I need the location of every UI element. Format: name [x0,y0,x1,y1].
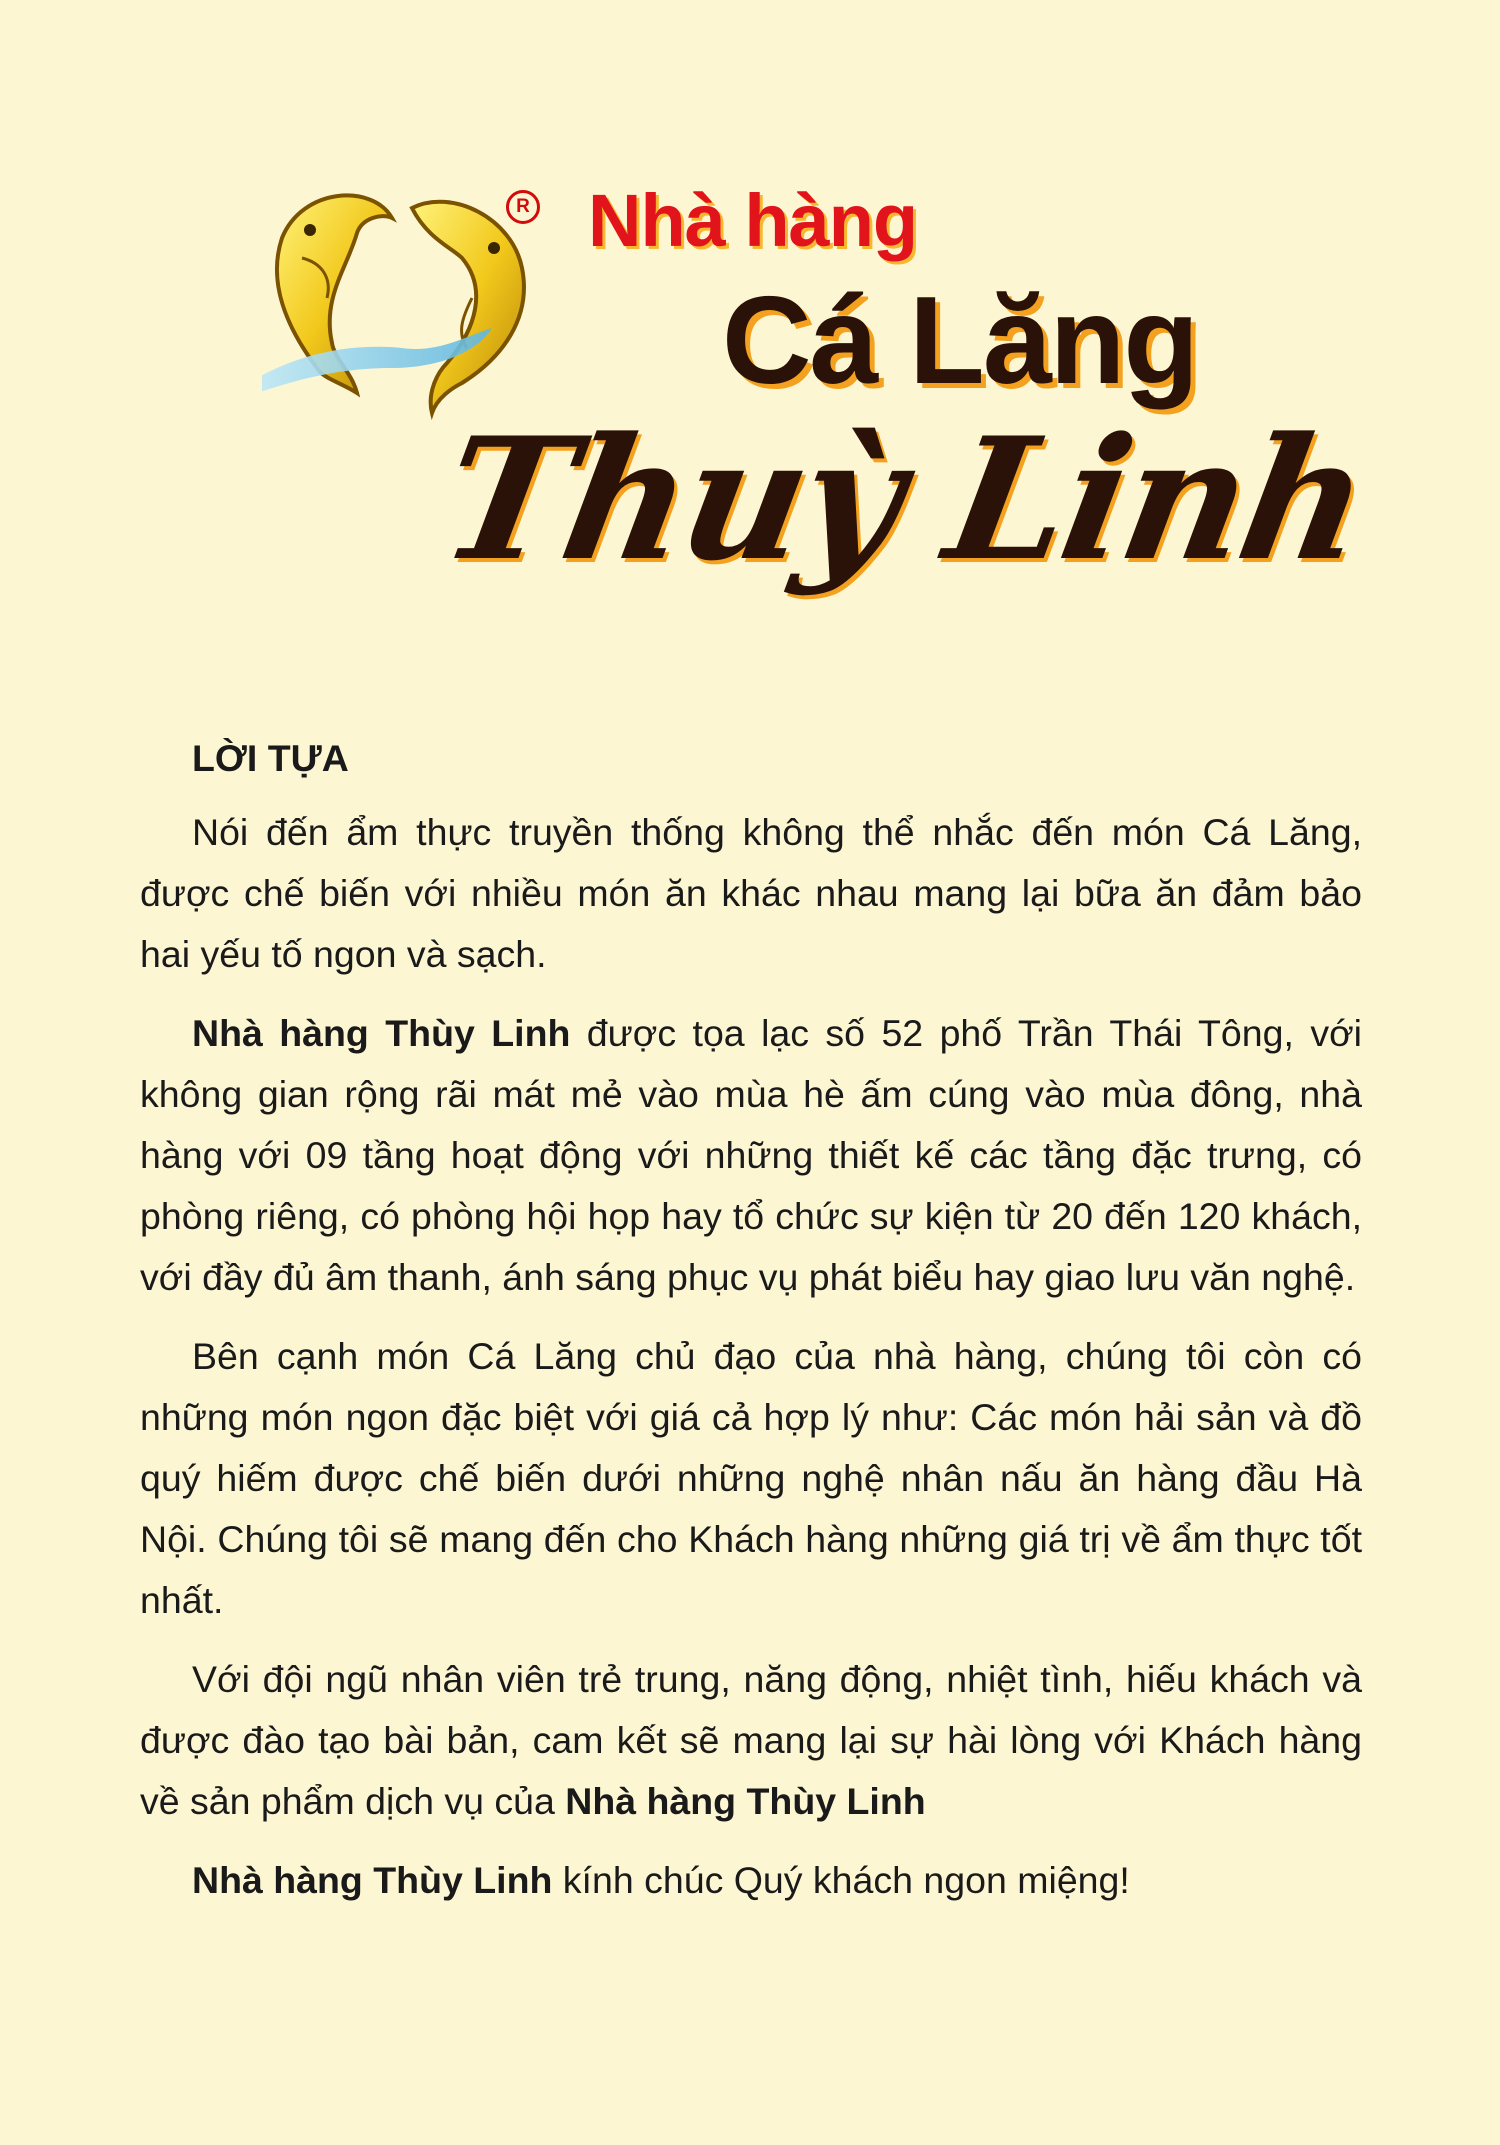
preface-heading: LỜI TỰA [192,737,349,779]
restaurant-name: Nhà hàng Thùy Linh [192,1012,571,1054]
restaurant-name: Nhà hàng Thùy Linh [565,1780,926,1822]
brand-line-ca-lang: Cá Lăng [722,272,1198,410]
paragraph-location [140,1003,1362,1308]
restaurant-name: Nhà hàng Thùy Linh [192,1859,553,1901]
preface-section [140,730,1362,1929]
paragraph-staff-text: Với đội ngũ nhân viên trẻ trung, năng động, nhiệt tình, hiếu khách và được đào tạo bài bản, cam kết sẽ mang lại sự hài lòng với Khách hàng về sản phẩm dịch vụ của [140,1658,1362,1822]
brand-line-thuy-linh: Thuỳ Linh [428,400,1380,598]
brand-line-nha-hang: Nhà hàng [588,179,918,262]
paragraph-closing-text: kính chúc Quý khách ngon miệng! [552,1859,1130,1901]
paragraph-closing [140,1850,1362,1911]
paragraph-location-text: được tọa lạc số 52 phố Trần Thái Tông, với không gian rộng rãi mát mẻ vào mùa hè ấm cúng vào mùa đông, nhà hàng với 09 tầng hoạt động với những thiết kế các tầng đặc trưng, có phòng riêng, có phòng hội họp hay tổ chức sự kiện từ 20 đến 120 khách, với đầy đủ âm thanh, ánh sáng phục vụ phát biểu hay giao lưu văn nghệ. [140,1012,1363,1298]
registered-trademark-icon: R [506,190,540,224]
paragraph-dishes: Bên cạnh món Cá Lăng chủ đạo của nhà hàng, chúng tôi còn có những món ngon đặc biệt với giá cả hợp lý như: Các món hải sản và đồ quý hiếm được chế biến dưới những nghệ nhân nấu ăn hàng đầu Hà Nội. Chúng tôi sẽ mang đến cho Khách hàng những giá trị về ẩm thực tốt nhất. [140,1335,1362,1621]
paragraph-staff [140,1649,1362,1832]
page-header [0,0,1500,700]
paragraph-intro: Nói đến ẩm thực truyền thống không thể nhắc đến món Cá Lăng, được chế biến với nhiều món ăn khác nhau mang lại bữa ăn đảm bảo hai yếu tố ngon và sạch. [140,811,1362,975]
